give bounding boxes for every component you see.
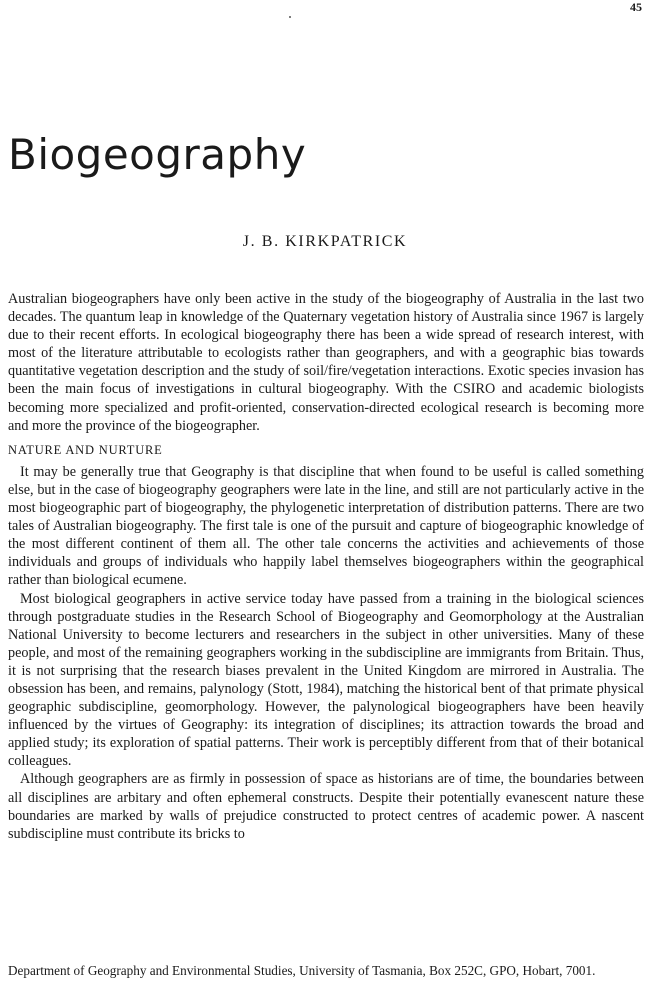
scan-speck — [289, 16, 291, 18]
paragraph-1: It may be generally true that Geography is that discipline that when found to be useful is called something else, but in the case of biogeography geographers were late in the line, and still are not particularly active in the most biogeographic part of biogeography, the phylogenetic interpretation of distribution patterns. There are two tales of Australian biogeography. The first tale is one of the pursuit and capture of biogeographic knowledge of the most different continent of them all. The other tale concerns the activities and achievements of those individuals and groups of individuals who happily label themselves biogeographers within the geographical rather than biological ecumene. — [8, 463, 644, 589]
body-text — [8, 290, 644, 843]
affiliation-footnote: Department of Geography and Environmental Studies, University of Tasmania, Box 252C, GPO, Hobart, 7001. — [8, 963, 596, 978]
section-heading: NATURE AND NURTURE — [8, 442, 163, 457]
author-name: J. B. KIRKPATRICK — [242, 233, 408, 250]
chapter-title: Biogeography — [8, 130, 307, 179]
paragraph-2: Most biological geographers in active service today have passed from a training in the biological sciences through postgraduate studies in the Research School of Biogeography and Geomorphology at the Australian National University to become lecturers and researchers in the subject in other universities. Many of these people, and most of the remaining geographers working in the subdiscipline are immigrants from Britain. Thus, it is not surprising that the research biases prevalent in the United Kingdom are mirrored in Australia. The obsession has been, and remains, palynology (Stott, 1984), matching the historical bent of that primate physical geographic subdiscipline, geomorphology. However, the palynological biogeographers have been heavily influenced by the virtues of Geography: its integration of disciplines; its attraction towards the broad and applied study; its exploration of spatial patterns. Their work is perceptibly different from that of their botanical colleagues. — [8, 590, 644, 770]
page-number: 45 — [630, 0, 642, 14]
abstract-paragraph: Australian biogeographers have only been active in the study of the biogeography of Australia in the last two decades. The quantum leap in knowledge of the Quaternary vegetation history of Australia since 1967 is largely due to their recent efforts. In ecological biogeography there has been a wide spread of research interest, with most of the literature attributable to ecologists rather than geographers, and with a geographic bias towards quantitative vegetation description and the study of soil/fire/vegetation interactions. Exotic species invasion has been the main focus of investigations in cultural biogeography. With the CSIRO and academic biologists becoming more specialized and profit-oriented, conservation-directed ecological research is becoming more and more the province of the biogeographer. — [8, 291, 644, 434]
paragraph-3: Although geographers are as firmly in possession of space as historians are of time, the boundaries between all disciplines are arbitary and often ephemeral constructs. Despite their potentially evanescent nature these boundaries are marked by walls of prejudice constructed to protect centres of academic power. A nascent subdiscipline must contribute its bricks to — [8, 771, 644, 842]
